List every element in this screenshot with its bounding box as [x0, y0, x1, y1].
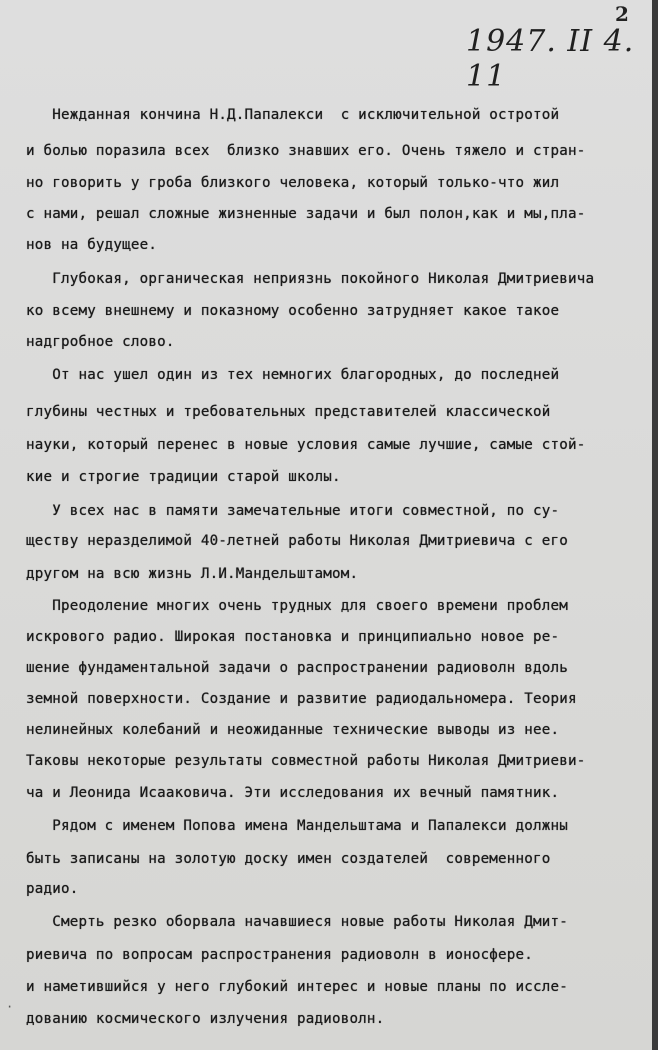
- text-line: но говорить у гроба близкого человека, который только-что жил: [26, 175, 560, 191]
- text-line: радио.: [26, 881, 79, 897]
- text-line: Глубокая, органическая неприязнь покойного Николая Дмитриевича: [26, 271, 595, 287]
- text-line: искрового радио. Широкая постановка и принципиально новое ре-: [26, 629, 560, 645]
- text-line: Смерть резко оборвала начавшиеся новые работы Николая Дмит-: [26, 914, 568, 930]
- text-line: другом на всю жизнь Л.И.Мандельштамом.: [26, 566, 359, 582]
- text-line: нов на будущее.: [26, 237, 158, 253]
- text-line: с нами, решал сложные жизненные задачи и был полон,как и мы,пла-: [26, 206, 586, 222]
- text-line: Нежданная кончина Н.Д.Папалекси с исключительной остротой: [26, 107, 560, 123]
- text-line: риевича по вопросам распространения радиоволн в ионосфере.: [26, 947, 534, 963]
- text-line: глубины честных и требовательных представителей классической: [26, 404, 551, 420]
- text-line: От нас ушел один из тех немногих благородных, до последней: [26, 367, 560, 383]
- text-line: ча и Леонида Исааковича. Эти исследования их вечный памятник.: [26, 785, 560, 801]
- text-line: Таковы некоторые результаты совместной работы Николая Дмитриеви-: [26, 753, 586, 769]
- handwritten-date-note: 1947. II 4. 11: [466, 24, 635, 94]
- text-line: быть записаны на золотую доску имен создателей современного: [26, 851, 551, 867]
- text-line: науки, который перенес в новые условия самые лучшие, самые стой-: [26, 437, 586, 453]
- text-line: ко всему внешнему и показному особенно затрудняет какое такое: [26, 303, 560, 319]
- page-edge-shadow: [652, 0, 658, 1050]
- text-line: ществу неразделимой 40-летней работы Николая Дмитриевича с его: [26, 533, 568, 549]
- text-line: и наметившийся у него глубокий интерес и новые планы по иссле-: [26, 979, 568, 995]
- text-line: земной поверхности. Создание и развитие радиодальномера. Теория: [26, 691, 577, 707]
- text-line: У всех нас в памяти замечательные итоги совместной, по су-: [26, 503, 560, 519]
- text-line: Преодоление многих очень трудных для своего времени проблем: [26, 598, 568, 614]
- text-line: шение фундаментальной задачи о распространении радиоволн вдоль: [26, 660, 568, 676]
- text-line: кие и строгие традиции старой школы.: [26, 469, 341, 485]
- text-line: дованию космического излучения радиоволн.: [26, 1011, 385, 1027]
- margin-dot: ·: [6, 1000, 14, 1014]
- text-line: Рядом с именем Попова имена Мандельштама и Папалекси должны: [26, 818, 568, 834]
- text-line: нелинейных колебаний и неожиданные технические выводы из нее.: [26, 722, 560, 738]
- corner-mark: 2: [615, 2, 629, 26]
- text-line: надгробное слово.: [26, 334, 175, 350]
- text-line: и болью поразила всех близко знавших его. Очень тяжело и стран-: [26, 143, 586, 159]
